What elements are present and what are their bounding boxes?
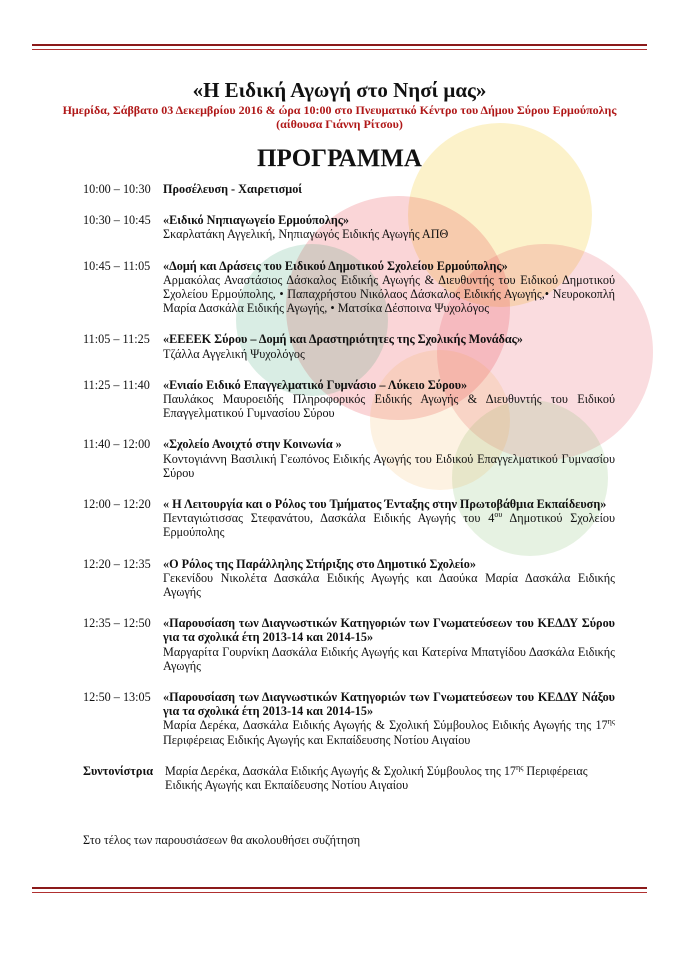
program-time: 11:05 – 11:25 xyxy=(83,332,150,347)
program-speakers: Μαργαρίτα Γουρνίκη Δασκάλα Ειδικής Αγωγής και Κατερίνα Μπατγίδου Δασκάλα Ειδικής Αγωγής xyxy=(163,644,615,673)
program-speakers: Γεκενίδου Νικολέτα Δασκάλα Ειδικής Αγωγής και Δαούκα Μαρία Δασκάλα Ειδικής Αγωγής xyxy=(163,570,615,600)
program-time: 10:45 – 11:05 xyxy=(83,258,151,273)
program-item xyxy=(83,259,615,316)
coordinator xyxy=(83,764,615,792)
program-time: 12:00 – 12:20 xyxy=(83,497,151,512)
coordinator-text: Μαρία Δερέκα, Δασκάλα Ειδικής Αγωγής & Σχολική Σύμβουλος της $17^{\eta\varsigma}$ Περιφέρειας Ειδικής Αγωγής και Εκπαίδευσης Νοτίου Αιγαίου xyxy=(165,762,588,793)
closing-note: Στο τέλος των παρουσιάσεων θα ακολουθήσει συζήτηση xyxy=(83,833,361,847)
event-venue: (αίθουσα Γιάννη Ρίτσου) xyxy=(276,117,403,131)
bottom-rule-thin xyxy=(32,892,647,893)
program-item xyxy=(83,182,615,196)
program-item xyxy=(83,378,615,421)
program-time: 12:35 – 12:50 xyxy=(83,616,151,631)
bottom-rule xyxy=(32,887,647,889)
program-item xyxy=(83,213,615,241)
program-speakers: Σκαρλατάκη Αγγελική, Νηπιαγωγός Ειδικής Αγωγής ΑΠΘ xyxy=(163,227,449,242)
program-title: «Παρουσίαση των Διαγνωστικών Κατηγοριών των Γνωματεύσεων του ΚΕΔΔΥ Νάξου για τα σχολικά έτη 2013-14 και 2014-15» xyxy=(163,690,615,719)
program-title: «Ο Ρόλος της Παράλληλης Στήριξης στο Δημοτικό Σχολείο» xyxy=(163,556,476,571)
program-heading: ΠΡΟΓΡΑΜΜΑ xyxy=(257,145,422,172)
program-item xyxy=(83,690,615,747)
program-time: 10:30 – 10:45 xyxy=(83,213,151,228)
program-title: «Σχολείο Ανοιχτό στην Κοινωνία » xyxy=(163,437,342,452)
program-time: 10:00 – 10:30 xyxy=(83,182,151,196)
top-rule-thin xyxy=(32,49,647,50)
program-time: 11:25 – 11:40 xyxy=(83,377,150,392)
program-speakers: Μαρία Δερέκα, Δασκάλα Ειδικής Αγωγής & Σχολική Σύμβουλος Ειδικής Αγωγής της $17^{\eta\varsigma}$ Περιφέρειας Ειδικής Αγωγής και Εκπαίδευσης Νοτίου Αιγαίου xyxy=(163,717,615,747)
program-time: 12:20 – 12:35 xyxy=(83,556,151,571)
event-subtitle: Ημερίδα, Σάββατο 03 Δεκεμβρίου 2016 & ώρα 10:00 στο Πνευματικό Κέντρο του Δήμου Σύρου Ερμούπολης xyxy=(62,103,617,117)
program-item xyxy=(83,437,615,480)
program-title: «Ενιαίο Ειδικό Επαγγελματικό Γυμνάσιο – Λύκειο Σύρου» xyxy=(163,377,468,392)
program-title: « Η Λειτουργία και ο Ρόλος του Τμήματος Ένταξης στην Πρωτοβάθμια Εκπαίδευση» xyxy=(163,497,607,512)
program-speakers: Τζάλλα Αγγελική Ψυχολόγος xyxy=(163,346,305,361)
program-speakers: Πενταγιώτισσας Στεφανάτου, Δασκάλα Ειδικής Αγωγής του $4^{o\upsilon}$ Δημοτικού Σχολείου Ερμούπολης xyxy=(163,510,616,540)
program-speakers: Αρμακόλας Αναστάσιος Δάσκαλος Ειδικής Αγωγής & Διευθυντής του Ειδικού Δημοτικού Σχολείου Ερμούπολης, • Παπαχρήστου Νικόλαος Δάσκαλος Ειδικής Αγωγής,• Νευροκοπλή Μαρία Δασκάλα Ειδικής Αγωγής, • Ματσίκα Δέσποινα Ψυχολόγος xyxy=(163,272,615,316)
program-item xyxy=(83,616,615,673)
program-title: «Ειδικό Νηπιαγωγείο Ερμούπολης» xyxy=(163,213,349,228)
program-title: Προσέλευση - Χαιρετισμοί xyxy=(163,182,303,196)
coordinator-label: Συντονίστρια xyxy=(83,763,154,778)
program-speakers: Παυλάκος Μαυροειδής Πληροφορικός Ειδικής Αγωγής & Διευθυντής του Ειδικού Επαγγελματικού Γυμνασίου Σύρου xyxy=(163,392,615,421)
top-rule xyxy=(32,44,647,46)
program-time: 12:50 – 13:05 xyxy=(83,690,151,705)
event-title: «Η Ειδική Αγωγή στο Νησί μας» xyxy=(192,78,487,102)
program-item xyxy=(83,332,615,360)
program-item xyxy=(83,557,615,600)
program-item xyxy=(83,497,615,540)
program-speakers: Κοντογιάννη Βασιλική Γεωπόνος Ειδικής Αγωγής του Ειδικού Επαγγελματικού Γυμνασίου Σύρου xyxy=(163,451,615,480)
program-list xyxy=(83,182,615,792)
program-title: «ΕΕΕΕΚ Σύρου – Δομή και Δραστηριότητες της Σχολικής Μονάδας» xyxy=(163,332,523,347)
program-title: «Δομή και Δράσεις του Ειδικού Δημοτικού Σχολείου Ερμούπολης» xyxy=(163,258,508,273)
program-time: 11:40 – 12:00 xyxy=(83,437,151,452)
program-title: «Παρουσίαση των Διαγνωστικών Κατηγοριών των Γνωματεύσεων του ΚΕΔΔΥ Σύρου για τα σχολικά έτη 2013-14 και 2014-15» xyxy=(163,616,615,645)
